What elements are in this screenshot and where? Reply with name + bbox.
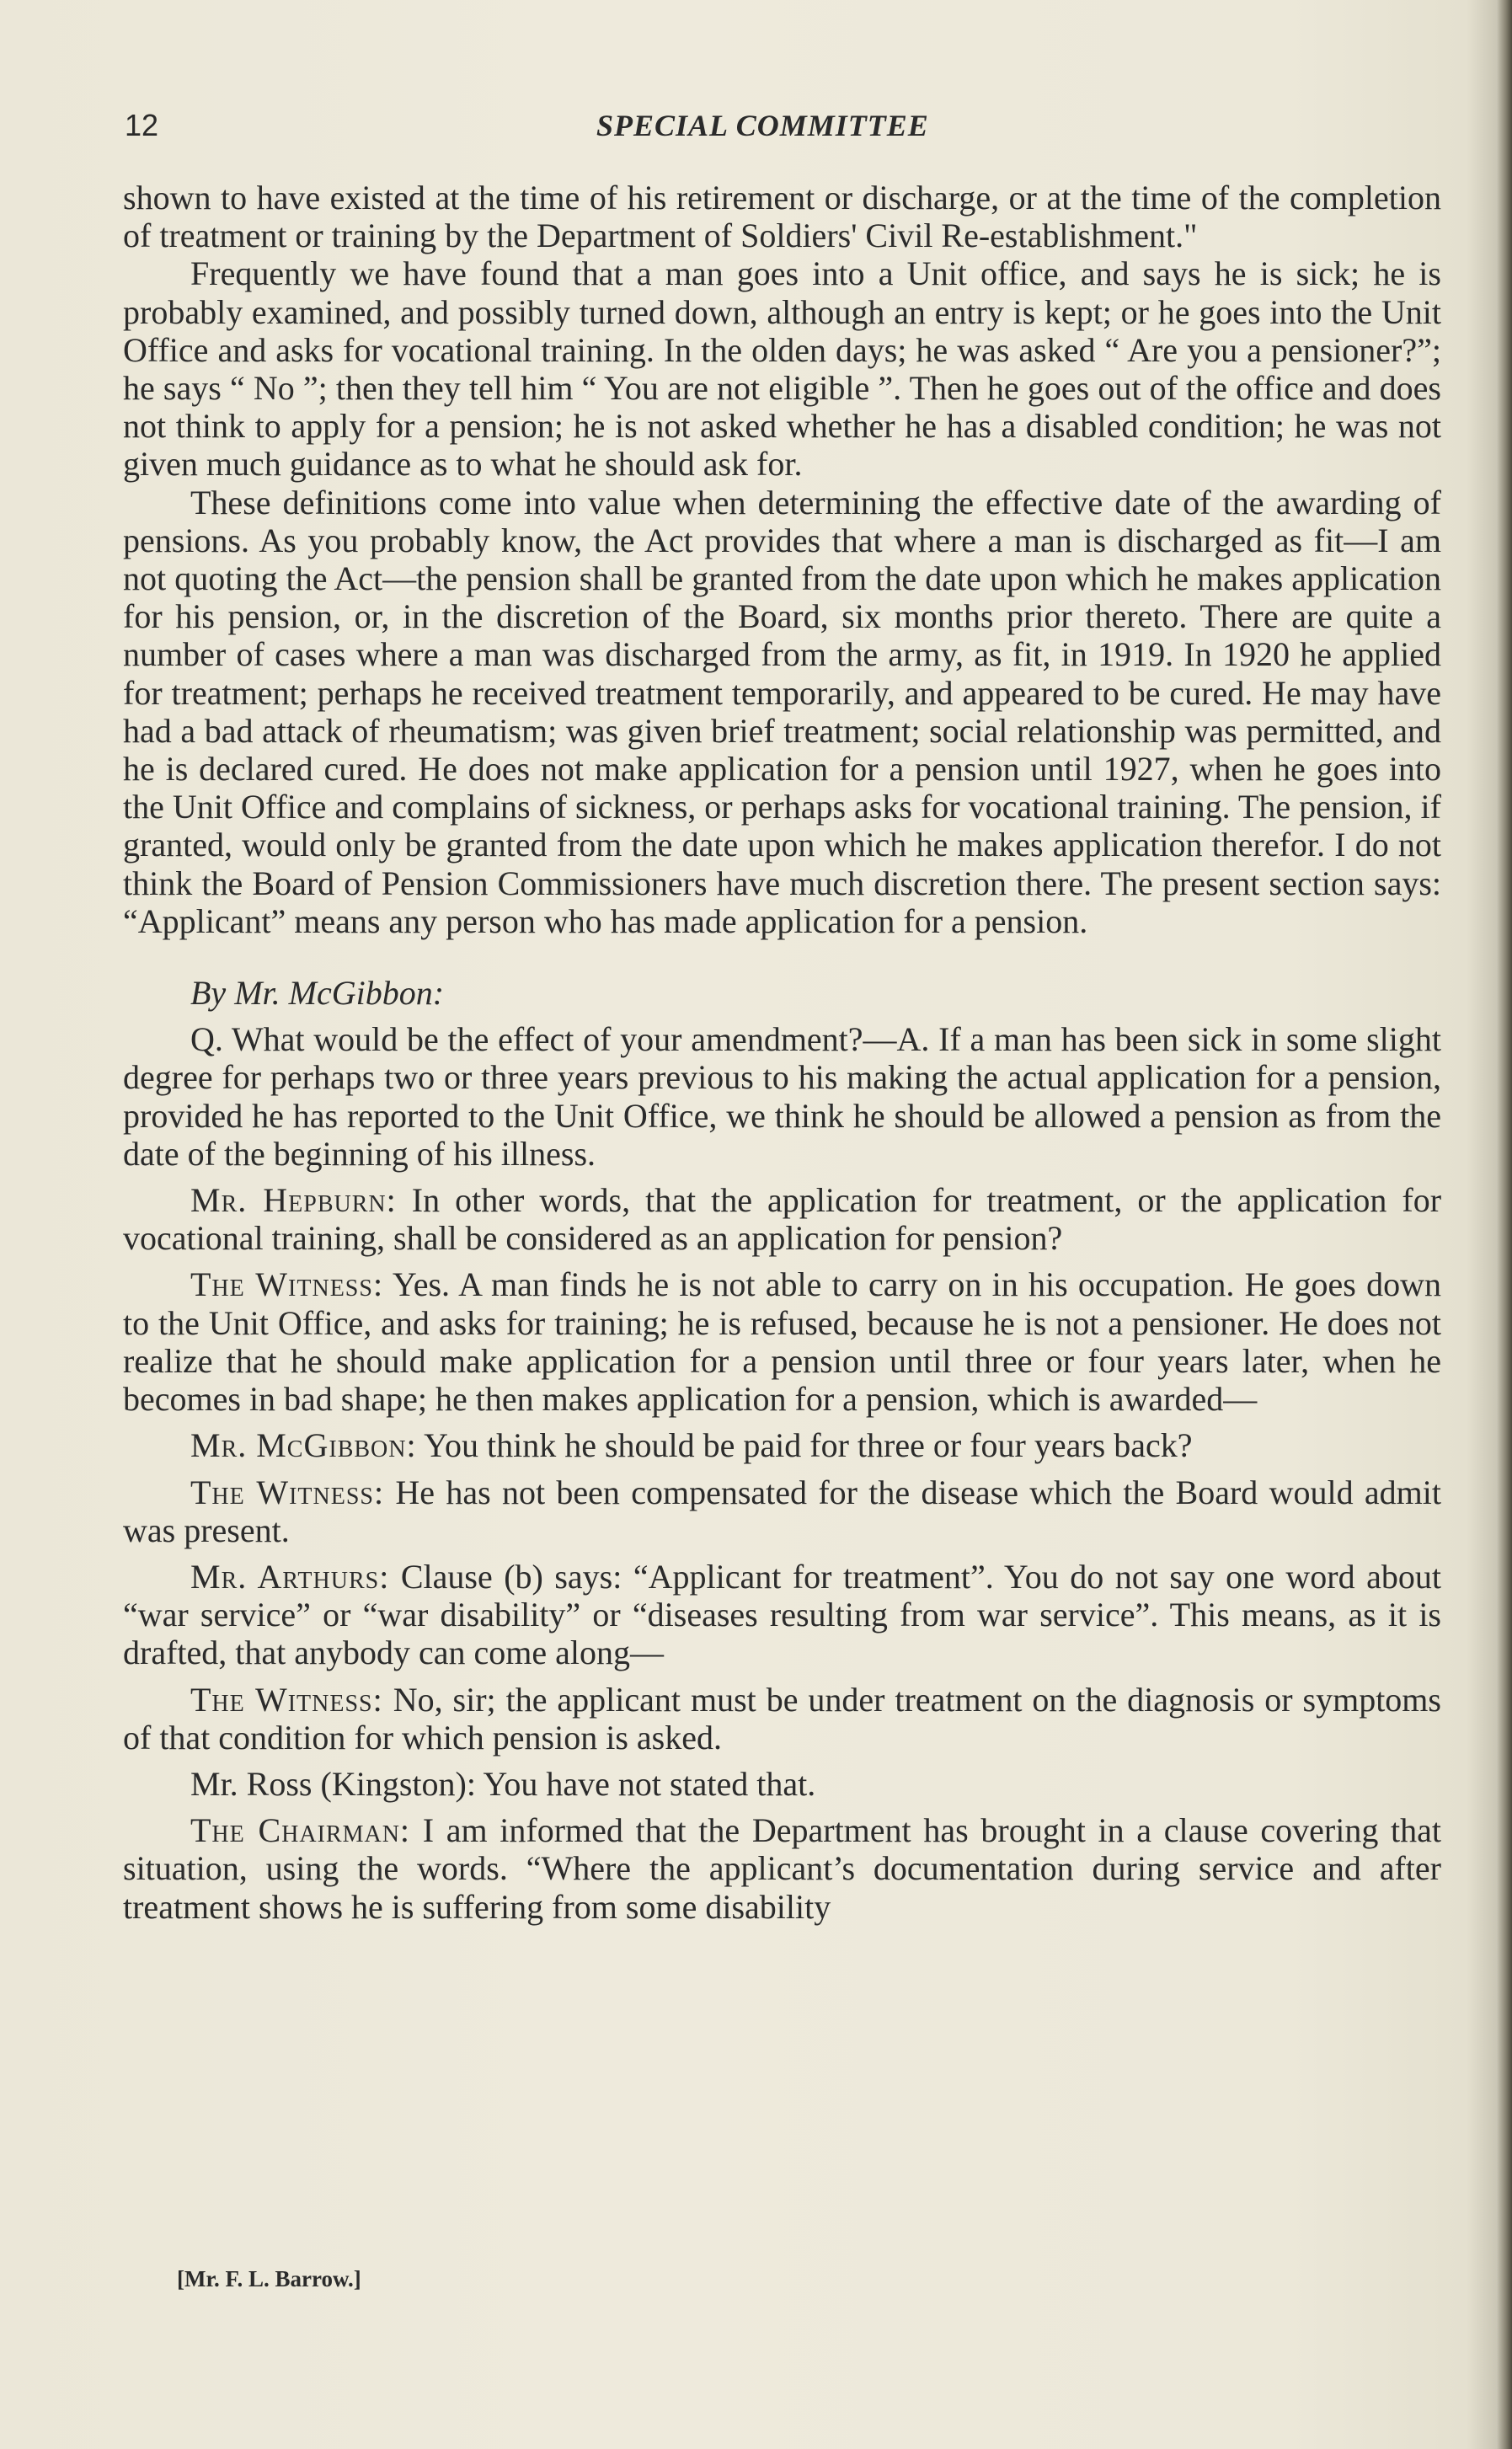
speech-mcgibbon: [123, 1426, 1441, 1464]
speaker-name: Mr. Hepburn:: [190, 1181, 397, 1220]
speech-text: No, sir; the applicant must be under treatment on the diagnosis or symptoms of that condition for which pension is asked.: [123, 1680, 1441, 1757]
page-number: 12: [125, 108, 159, 142]
page-title: SPECIAL COMMITTEE: [596, 109, 929, 142]
speech-witness: [123, 1473, 1441, 1549]
page-edge-shadow: [1497, 0, 1512, 2449]
speech-arthurs: [123, 1558, 1441, 1672]
speech-text: He has not been compensated for the disease which the Board would admit was present.: [123, 1473, 1441, 1549]
speaker-name: The Witness:: [190, 1473, 385, 1511]
speech-text: In other words, that the application for treatment, or the application for vocational training, shall be considered as an application for pension?: [123, 1181, 1442, 1258]
witness-attribution: [Mr. F. L. Barrow.]: [177, 2266, 361, 2291]
speaker-name: Mr. McGibbon:: [190, 1426, 417, 1465]
speaker-name: Mr. Arthurs:: [190, 1557, 390, 1596]
speech-text: You think he should be paid for three or four years back?: [424, 1426, 1193, 1465]
speech-text: I am informed that the Department has brought in a clause covering that situation, using the words. “Where the applicant’s documentation during service and after treatment shows he is suffering from some disability: [123, 1811, 1442, 1926]
speech-chairman: [123, 1811, 1441, 1926]
speaker-name: Mr. Ross (Kingston):: [190, 1764, 476, 1803]
question-answer: Q. What would be the effect of your amendment?—A. If a man has been sick in some slight degree for perhaps two or three years previous to his making the actual application for a pension, provided he has reported to the Unit Office, we think he should be allowed a pension as from the date of the beginning of his illness.: [123, 1020, 1441, 1173]
speech-witness: [123, 1681, 1441, 1757]
speech-ross: [123, 1765, 1441, 1803]
running-head: [125, 108, 1439, 150]
body-text: [123, 179, 1441, 1926]
speech-text: You have not stated that.: [483, 1764, 816, 1803]
speaker-name: The Chairman:: [190, 1811, 411, 1850]
speech-text: Clause (b) says: “Applicant for treatment”. You do not say one word about “war service” or “war disability” or “diseases resulting from war service”. This means, as it is drafted, that anybody can come along—: [123, 1557, 1441, 1672]
speaker-name: The Witness:: [190, 1680, 383, 1719]
examiner-subheading: By Mr. McGibbon:: [190, 974, 445, 1013]
speaker-name: The Witness:: [190, 1265, 384, 1304]
speech-text: Yes. A man finds he is not able to carry on in his occupation. He goes down to the Unit Office, and asks for training; he is refused, because he is not a pensioner. He does not realize that he should make application for a pension until three or four years later, when he becomes in bad shape; he then makes application for a pension, which is awarded—: [123, 1265, 1442, 1419]
paragraph: Frequently we have found that a man goes into a Unit office, and says he is sick; he is probably examined, and possibly turned down, although an entry is kept; or he goes into the Unit Office and asks for vocational training. In the olden days; he was asked “ Are you a pensioner?”; he says “ No ”; then they tell him “ You are not eligible ”. Then he goes out of the office and does not think to apply for a pension; he is not asked whether he has a disabled condition; he was not given much guidance as to what he should ask for.: [123, 254, 1441, 484]
speech-hepburn: [123, 1181, 1441, 1257]
speech-witness: [123, 1265, 1441, 1418]
paragraph: These definitions come into value when determining the effective date of the awarding of pensions. As you probably know, the Act provides that where a man is discharged as fit—I am not quoting the Act—the pension shall be granted from the date upon which he makes application for his pension, or, in the discretion of the Board, six months prior thereto. There are quite a number of cases where a man was discharged from the army, as fit, in 1919. In 1920 he applied for treatment; perhaps he received treatment temporarily, and appeared to be cured. He may have had a bad attack of rheumatism; was given brief treatment; social relationship was permitted, and he is declared cured. He does not make application for a pension until 1927, when he goes into the Unit Office and complains of sickness, or perhaps asks for vocational training. The pension, if granted, would only be granted from the date upon which he makes application therefor. I do not think the Board of Pension Commissioners have much discretion there. The present section says: “Applicant” means any person who has made application for a pension.: [123, 483, 1441, 940]
paragraph-continued: shown to have existed at the time of his retirement or discharge, or at the time of the completion of treatment or training by the Department of Soldiers' Civil Re-establishment.": [123, 179, 1441, 255]
